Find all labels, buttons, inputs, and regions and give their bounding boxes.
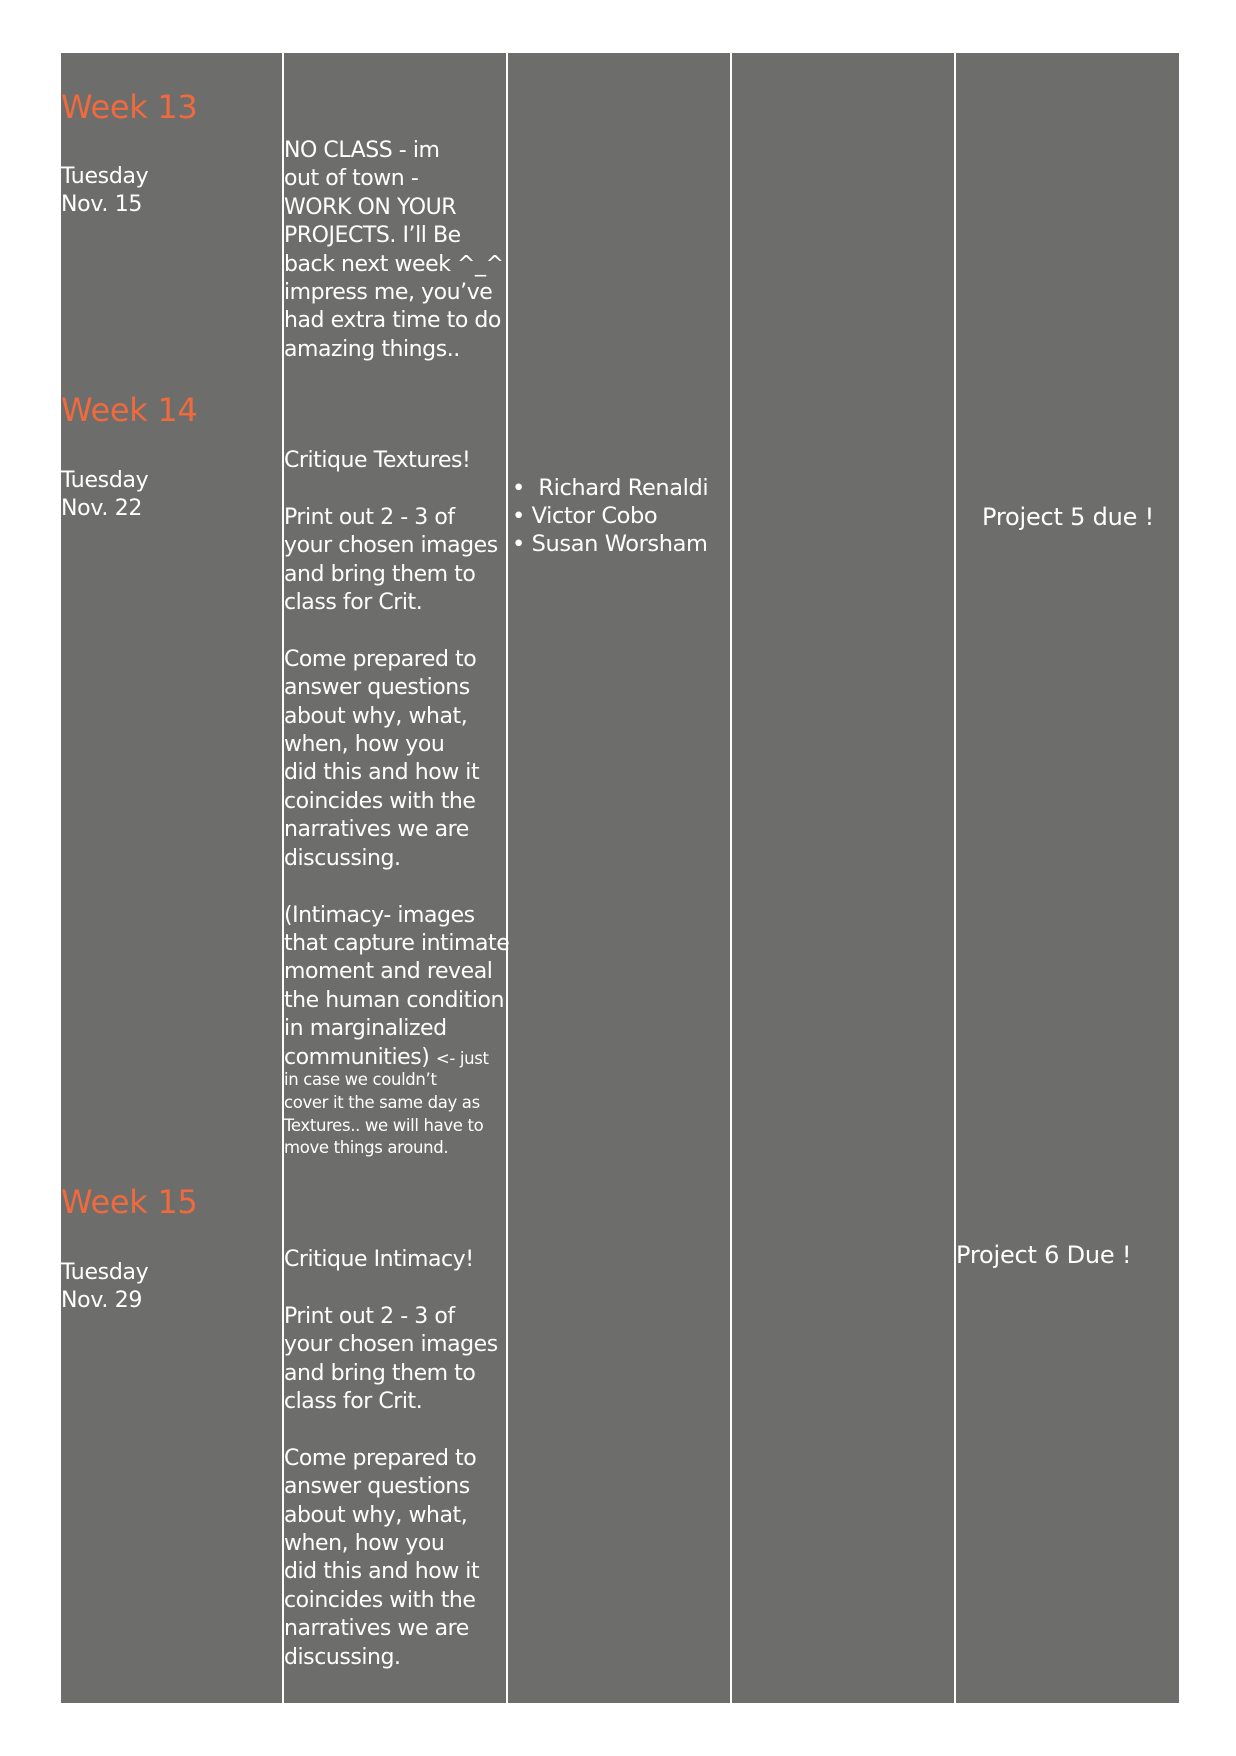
week-14-heading: Week 14 (61, 391, 198, 429)
presenters-column (508, 53, 730, 1703)
week-15-heading: Week 15 (61, 1183, 198, 1221)
week-14-presenters-list: • Richard Renaldi • Victor Cobo • Susan Worsham (512, 475, 709, 557)
week-14-notes-aside: in case we couldn’t cover it the same day as Textures.. we will have to move things around. (284, 1070, 484, 1158)
week-13-date: Tuesday Nov. 15 (61, 164, 149, 217)
week-13-notes: NO CLASS - im out of town - WORK ON YOUR PROJECTS. I’ll Be back next week ^_^ impress me, you’ve had extra time to do amazing things.. (284, 138, 504, 362)
week-14-date: Tuesday Nov. 22 (61, 468, 149, 521)
week-14-notes (284, 447, 509, 1072)
empty-column (732, 53, 954, 1703)
week-15-due: Project 6 Due ! (956, 1241, 1132, 1269)
week-14-notes-aside-start: <- just (435, 1048, 489, 1068)
week-15-date: Tuesday Nov. 29 (61, 1260, 149, 1313)
week-14-notes-main: Critique Textures! Print out 2 - 3 of your chosen images and bring them to class for Crit. Come prepared to answer questions about why, what, when, how you did this and how it coincides with the narratives we are discussing. (Intimacy- images that capture intimate moment and reveal the human condition in marginalized communities) (284, 448, 510, 1070)
week-15-notes: Critique Intimacy! Print out 2 - 3 of your chosen images and bring them to class for Crit. Come prepared to answer questions about why, what, when, how you did this and how it coincides with the narratives we are discussing. (284, 1247, 498, 1670)
week-13-heading: Week 13 (61, 88, 198, 126)
week-14-due: Project 5 due ! (982, 503, 1155, 531)
week-date-column (61, 53, 282, 1703)
due-column (956, 53, 1179, 1703)
